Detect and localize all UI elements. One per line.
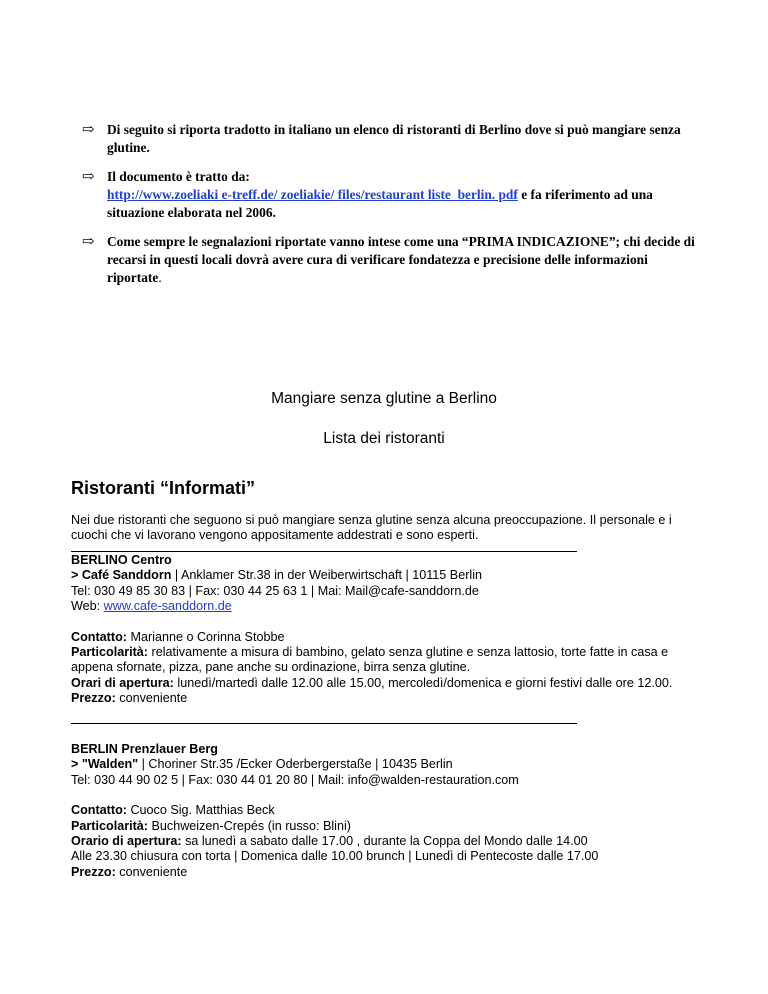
contact-value: Cuoco Sig. Matthias Beck <box>126 803 275 818</box>
restaurant-phone: Tel: 030 49 85 30 83 | Fax: 030 44 25 63 1 | Mai: Mail@cafe-sanddorn.de <box>71 583 479 598</box>
restaurant-name: > Café Sanddorn <box>71 568 172 583</box>
document-subtitle: Lista dei ristoranti <box>323 430 445 447</box>
restaurant-name: > "Walden" <box>71 757 139 772</box>
source-link[interactable]: http://www.zoeliaki e-treff.de/ zoeliakie/ files/restaurant liste_berlin. pdf <box>107 187 518 202</box>
restaurant-entry-2 <box>71 742 711 880</box>
section-heading: Ristoranti “Informati” <box>71 478 256 498</box>
price-label: Prezzo: <box>71 864 116 879</box>
restaurant-entry-1 <box>71 553 711 707</box>
arrow-right-icon: ⇨ <box>82 122 95 138</box>
contact-label: Contatto: <box>71 803 127 818</box>
hours-label: Orari di apertura: <box>71 675 174 690</box>
price-label: Prezzo: <box>71 691 116 706</box>
features-label: Particolarità: <box>71 645 148 660</box>
section-intro: Nei due ristoranti che seguono si può mangiare senza glutine senza alcuna preoccupazione. Il personale e i cuochi che vi lavorano vengono appositamente addestrati e sono esperti. <box>71 513 672 543</box>
separator-line <box>71 723 577 724</box>
contact-value: Marianne o Corinna Stobbe <box>126 629 285 644</box>
web-label: Web: <box>71 599 104 614</box>
arrow-right-icon: ⇨ <box>82 169 95 185</box>
intro-bullet-list <box>82 121 702 298</box>
hours-value: sa lunedì a sabato dalle 17.00 , durante la Coppa del Mondo dalle 14.00 <box>181 834 588 849</box>
contact-label: Contatto: <box>71 629 127 644</box>
restaurant-phone: Tel: 030 44 90 02 5 | Fax: 030 44 01 20 80 | Mail: info@walden-restauration.com <box>71 772 519 787</box>
bullet-text: e fa riferimento ad una situazione elaborata nel 2006. <box>107 187 653 220</box>
intro-bullet <box>82 233 702 287</box>
bullet-end: . <box>158 270 162 285</box>
website-link[interactable]: www.cafe-sanddorn.de <box>103 599 232 614</box>
intro-bullet <box>82 121 702 157</box>
price-value: conveniente <box>115 691 188 706</box>
restaurant-area: BERLINO Centro <box>71 553 172 567</box>
restaurant-address: | Choriner Str.35 /Ecker Oderbergerstaße | 10435 Berlin <box>138 757 453 772</box>
document-title: Mangiare senza glutine a Berlino <box>271 390 497 407</box>
arrow-right-icon: ⇨ <box>82 234 95 250</box>
features-label: Particolarità: <box>71 818 148 833</box>
restaurant-address: | Anklamer Str.38 in der Weiberwirtschaft | 10115 Berlin <box>171 568 482 583</box>
restaurant-area: BERLIN Prenzlauer Berg <box>71 742 218 756</box>
features-value: relativamente a misura di bambino, gelato senza glutine e senza lattosio, torte fatte in casa e appena sfornate, pizza, pane anche su ordinazione, birra senza glutine. <box>71 645 669 675</box>
hours-label: Orario di apertura: <box>71 834 182 849</box>
bullet-text: Il documento è tratto da: <box>107 169 250 184</box>
price-value: conveniente <box>115 864 188 879</box>
separator-line <box>71 551 577 552</box>
bullet-text: Di seguito si riporta tradotto in italiano un elenco di ristoranti di Berlino dove si può mangiare senza glutine. <box>107 122 681 155</box>
bullet-text: Come sempre le segnalazioni riportate vanno intese come una “PRIMA INDICAZIONE”; chi decide di recarsi in questi locali dovrà avere cura di verificare fondatezza e precisione delle informazioni riportate <box>107 234 695 285</box>
features-value: Buchweizen-Crepés (in russo: Blini) <box>148 818 351 833</box>
hours-value-continued: Alle 23.30 chiusura con torta | Domenica dalle 10.00 brunch | Lunedì di Pentecoste dalle 17.00 <box>71 849 599 864</box>
hours-value: lunedì/martedì dalle 12.00 alle 15.00, mercoledì/domenica e giorni festivi dalle ore 12.00. <box>173 675 673 690</box>
intro-bullet <box>82 168 702 222</box>
